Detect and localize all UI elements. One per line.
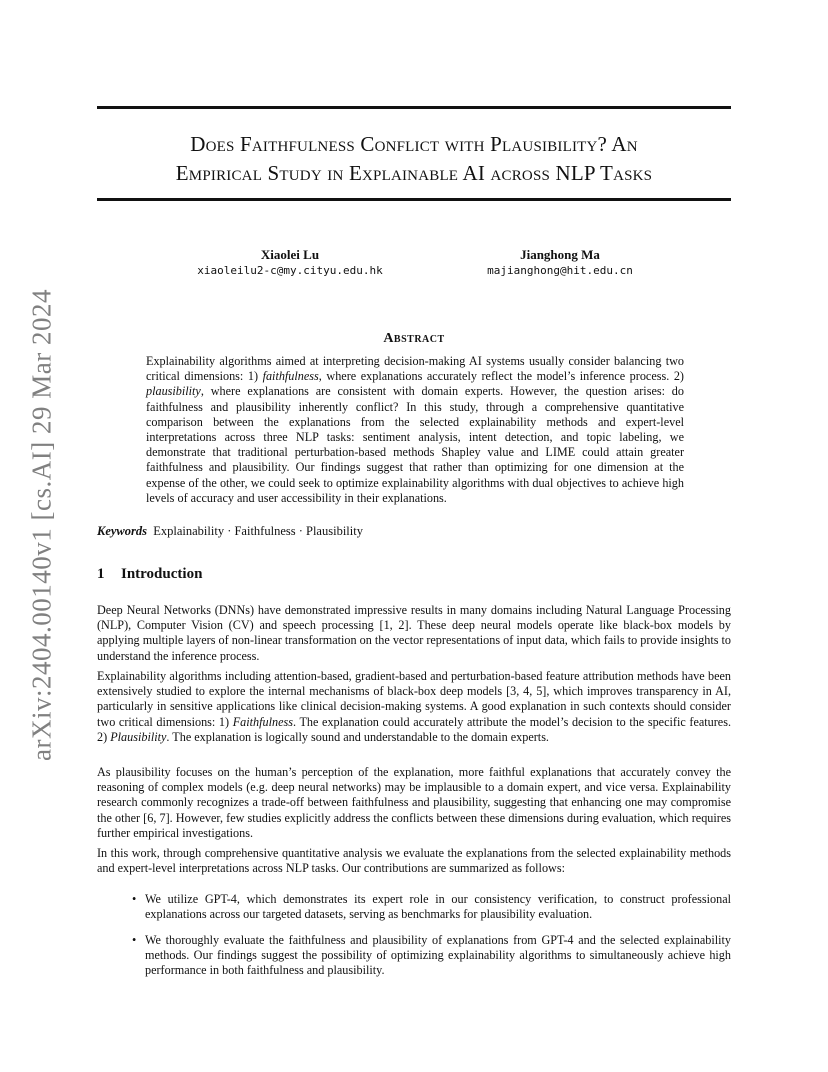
abstract-text: , where explanations accurately reflect the model’s inference process. 2) [318, 369, 684, 384]
author-block-1 [150, 247, 430, 279]
author-name: Jianghong Ma [520, 247, 600, 262]
title-top-rule [97, 106, 731, 109]
keywords-label: Keywords [97, 524, 147, 538]
abstract-emphasis: faithfulness [262, 369, 319, 384]
paragraph-emphasis: Faithfulness [232, 714, 293, 729]
section-title: Introduction [121, 566, 203, 582]
paragraph-text: . The explanation is logically sound and understandable to the domain experts. [166, 729, 549, 744]
list-item-text: We utilize GPT-4, which demonstrates its expert role in our consistency verification, to construct professional explanations across our targeted datasets, serving as benchmarks for plausibility evaluation. [145, 892, 731, 922]
paragraph: As plausibility focuses on the human’s perception of the explanation, more faithful explanations that accurately convey the reasoning of complex models (e.g. deep neural networks) may be implausible to a domain expert, and vice versa. Explainability research commonly recognizes a trade-off between faithfulness and plausibility, suggesting that enhancing one may compromise the other [6, 7]. However, few studies explicitly address the conflicts between these dimensions during evaluation, which requires further empirical investigations. [97, 765, 731, 840]
arxiv-identifier: arXiv:2404.00140v1 [cs.AI] 29 Mar 2024 [26, 289, 57, 761]
abstract-heading: Abstract [383, 331, 445, 346]
bullet-marker: • [132, 892, 137, 906]
paragraph [97, 669, 731, 745]
paragraph: In this work, through comprehensive quantitative analysis we evaluate the explanations from the selected explainability methods and expert-level interpretations across NLP tasks. Our contributions are summarized as follows: [97, 846, 731, 876]
list-item-text: We thoroughly evaluate the faithfulness and plausibility of explanations from GPT-4 and the selected explainability methods. Our findings suggest the possibility of optimizing explainability algorithms to simultaneously achieve high performance in both faithfulness and plausibility. [145, 933, 731, 978]
list-item [132, 933, 731, 979]
author-name: Xiaolei Lu [260, 247, 320, 262]
author-email[interactable]: majianghong@hit.edu.cn [487, 264, 633, 277]
author-block-2 [420, 247, 700, 279]
paragraph-text: Explainability algorithms including attention-based, gradient-based and perturbation-based feature attribution methods have been extensively studied to explore the internal mechanisms of black-box deep models [3, 4, 5], which improves transparency in AI, particularly in sensitive applications like clinical decision-making systems. A good explanation in such contexts should consider two critical dimensions: 1) [97, 669, 731, 729]
title-bottom-rule [97, 198, 731, 201]
section-number: 1 [97, 566, 105, 582]
abstract-emphasis: plausibility [146, 384, 201, 399]
paragraph-text: . The explanation could accurately attribute the model’s decision to the specific features. 2) [97, 714, 731, 744]
title-line-2: Empirical Study in Explainable AI across NLP Tasks [175, 161, 653, 185]
abstract-text: Explainability algorithms aimed at interpreting decision-making AI systems usually consider balancing two critical dimensions: 1) [146, 354, 684, 384]
keywords-list: Explainability · Faithfulness · Plausibility [153, 524, 363, 538]
abstract-text: , where explanations are consistent with domain experts. However, the question arises: do faithfulness and plausibility inherently conflict? In this study, through a comprehensive quantitative comparison between the explanations from the selected explainability methods and expert-level interpretations across three NLP tasks: sentiment analysis, intent detection, and topic labeling, we demonstrate that traditional perturbation-based methods Shapley value and LIME could attain greater faithfulness and plausibility. Our findings suggest that rather than optimizing for one dimension at the expense of the other, we could seek to optimize explainability algorithms with dual objectives to achieve high levels of accuracy and user accessibility in their explanations. [146, 384, 684, 505]
list-item [132, 892, 731, 922]
paragraph-emphasis: Plausibility [110, 729, 167, 744]
paper-title [97, 130, 731, 188]
title-line-1: Does Faithfulness Conflict with Plausibility? An [190, 132, 638, 156]
section-heading [97, 566, 202, 583]
abstract-body [146, 354, 684, 506]
keywords [97, 523, 731, 539]
paragraph: Deep Neural Networks (DNNs) have demonstrated impressive results in many domains including Natural Language Processing (NLP), Computer Vision (CV) and speech processing [1, 2]. These deep neural models operate like black-box models by applying multiple layers of non-linear transformation on the vector representations of input data, which fails to provide insights to understand the inference process. [97, 603, 731, 663]
bullet-marker: • [132, 933, 137, 947]
author-email[interactable]: xiaoleilu2-c@my.cityu.edu.hk [197, 264, 383, 277]
